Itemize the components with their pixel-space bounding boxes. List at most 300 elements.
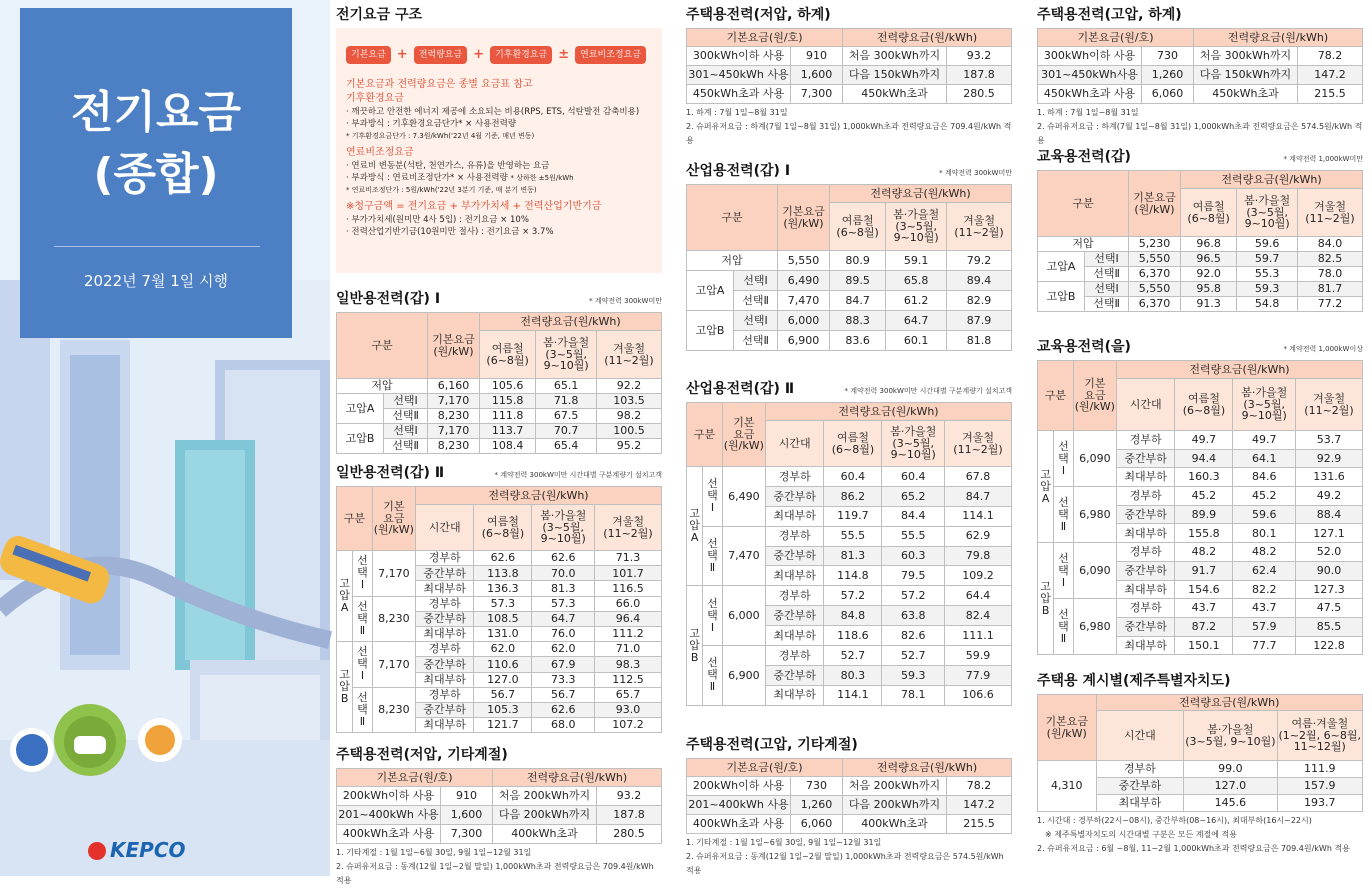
table-cell: 구분	[687, 403, 723, 467]
table-cell: 84.7	[945, 486, 1012, 506]
table-cell: 79.8	[945, 546, 1012, 566]
table-cell: 101.7	[595, 566, 662, 581]
edu1-section: 교육용전력(갑) * 계약전력 1,000kW미만 구분 기본요금 (원/kW) 전력량요금(원/kWh) 여름철 (6~8월) 봄·가을철 (3~5월, 9~10월) 겨울철 (11~2월) 저압 5,230 96.8 59.6 84.0 고압A 선택Ⅰ 5,550 96.5 59.7 82.5 선택Ⅱ 6,370 92.0 55.3 78.0 고압B 선택Ⅰ 5,550 95.8 59.3 81.7 선택Ⅱ 6,370 91.3 54.8 77.2	[1037, 149, 1363, 311]
table-cell: 89.9	[1175, 505, 1233, 524]
pill-base: 기본요금	[346, 46, 391, 64]
table-cell: 시간대	[1116, 379, 1175, 431]
table-cell: 기본요금 (원/kW)	[1128, 171, 1180, 237]
table-row	[687, 29, 1012, 47]
table-cell: 중간부하	[415, 566, 474, 581]
table-cell: 6,980	[1073, 487, 1116, 543]
table-cell: 5,550	[777, 251, 829, 271]
table-cell: 최대부하	[1116, 468, 1175, 487]
table-cell: 6,370	[1128, 267, 1180, 282]
table-cell: 59.6	[1233, 505, 1296, 524]
table-cell: 다음 200kWh까지	[493, 806, 597, 825]
table-cell: 6,900	[722, 646, 765, 706]
table-cell: 96.5	[1180, 252, 1236, 267]
table-cell: 64.7	[886, 311, 947, 331]
table-cell: 48.2	[1233, 543, 1296, 562]
table-cell: 중간부하	[1116, 617, 1175, 636]
table-cell: 112.5	[595, 672, 662, 687]
table-cell: 67.8	[945, 467, 1012, 487]
table-cell: 71.0	[595, 642, 662, 657]
table-cell: 82.6	[882, 626, 945, 646]
table-cell: 7,170	[372, 642, 415, 688]
res-high-other-table	[686, 758, 1012, 834]
table-row	[1038, 297, 1363, 312]
table-cell: 선택Ⅰ	[1085, 252, 1129, 267]
table-cell: 52.7	[824, 646, 882, 666]
table-cell: 113.8	[474, 566, 532, 581]
table-cell: 겨울철 (11~2월)	[597, 331, 662, 379]
table-cell: 114.1	[824, 685, 882, 705]
table-cell: 7,170	[372, 551, 415, 597]
table-cell: 193.7	[1277, 795, 1362, 812]
table-cell: 전력량요금(원/kWh)	[1180, 171, 1362, 189]
table-cell: 84.0	[1298, 237, 1363, 252]
table-cell: 43.7	[1175, 599, 1233, 618]
gen2-section: 일반용전력(갑) Ⅱ * 계약전력 300kW미만 시간대별 구분계량기 설치고객 구분 기본 요금 (원/kW) 전력량요금(원/kWh) 시간대 여름철 (6~8월) 봄·가을철 (3~5월, 9~10월) 겨울철 (11~2월) 고 압 A 선 택 Ⅰ 7,170 경부하 62.6 62.6 71.3 중간부하 113.8 70.0 101.7 최대부하 136.3 81.3 116.5 선 택 Ⅱ 8,230 경부하 57.3 57.3 66.0 중간부하 108.5 64.7 96.4 최대부하 131.0 76.0 111.2 고 압 B 선 택 Ⅰ 7,170 경부하 62.0 62.0 71.0 중간부하 110.6 67.9 98.3 최대부하 127.0 73.3 112.5 선 택 Ⅱ 8,230 경부하 56.7 56.7 65.7 중간부하 105.3 62.6 93.0 최대부하 121.7 68.0 107.2	[336, 465, 662, 732]
table-cell: 85.5	[1296, 617, 1363, 636]
table-cell: 65.8	[886, 271, 947, 291]
table-cell: 선 택 Ⅱ	[1054, 487, 1074, 543]
table-cell: 기본 요금 (원/kW)	[722, 403, 765, 467]
table-cell: 71.3	[595, 551, 662, 566]
table-cell: 57.9	[1233, 617, 1296, 636]
table-cell: 108.4	[479, 439, 535, 454]
table-row	[687, 796, 1012, 815]
table-cell: 고압A	[337, 394, 384, 424]
table-row	[1038, 282, 1363, 297]
table-cell: 7,300	[791, 85, 843, 104]
table-cell: 선택Ⅰ	[1085, 282, 1129, 297]
table-cell: 127.0	[1184, 778, 1277, 795]
pill-energy: 전력량요금	[414, 46, 467, 64]
table-cell: 94.4	[1175, 449, 1233, 468]
table-cell: 71.8	[536, 394, 597, 409]
table-cell: 80.3	[824, 665, 882, 685]
table-cell: 기본요금(원/호)	[1038, 29, 1194, 47]
table-row	[687, 331, 1012, 351]
city-illustration	[0, 280, 330, 876]
table-cell: 선 택 Ⅱ	[703, 646, 723, 706]
table-cell: 70.7	[536, 424, 597, 439]
table-cell: 중간부하	[1116, 561, 1175, 580]
table-cell: 구분	[687, 185, 778, 251]
table-cell: 215.5	[1298, 85, 1363, 104]
table-cell: 53.7	[1296, 431, 1363, 450]
table-cell: 131.6	[1296, 468, 1363, 487]
table-cell: 59.3	[882, 665, 945, 685]
table-cell: 105.3	[474, 702, 532, 717]
table-cell: 7,170	[427, 394, 479, 409]
table-cell: 6,090	[1073, 543, 1116, 599]
table-cell: 저압	[1038, 237, 1129, 252]
res-high-other-section: 주택용전력(고압, 기타계절) 기본요금(원/호) 전력량요금(원/kWh) 200kWh이하 사용 730 처음 200kWh까지 78.2 201~400kWh 사용 1,260 다음 200kWh까지 147.2 400kWh초과 사용 6,060 400kWh초과 215.5 1. 기타계절 : 1월 1일~6월 30일, 9월 1일~12월 31일 2. 슈퍼유저요금 : 동계(12월 1일~2월 말일) 1,000kWh초과 전력량요금은 574.5원/kWh 적용	[686, 734, 1012, 878]
table-cell: 중간부하	[1116, 449, 1175, 468]
table-cell: 구분	[337, 313, 428, 379]
table-cell: 63.8	[882, 606, 945, 626]
table-cell: 92.0	[1180, 267, 1236, 282]
table-cell: 87.9	[947, 311, 1012, 331]
table-row	[687, 271, 1012, 291]
table-cell: 시간대	[415, 505, 474, 551]
table-cell: 선 택 Ⅱ	[703, 526, 723, 586]
table-cell: 154.6	[1175, 580, 1233, 599]
table-cell: 최대부하	[415, 626, 474, 641]
table-cell: 280.5	[947, 85, 1012, 104]
table-cell: 201~400kWh 사용	[687, 796, 791, 815]
table-cell: 경부하	[765, 526, 824, 546]
table-cell: 고 압 A	[687, 467, 703, 586]
table-cell: 중간부하	[1116, 505, 1175, 524]
table-cell: 고 압 A	[1038, 431, 1054, 543]
table-cell: 730	[1142, 47, 1194, 66]
gen1-section: 일반용전력(갑) Ⅰ * 계약전력 300kW미만 구분 기본요금 (원/kW) 전력량요금(원/kWh) 여름철 (6~8월) 봄·가을철 (3~5월, 9~10월) 겨울철 (11~2월) 저압 6,160 105.6 65.1 92.2 고압A 선택Ⅰ 7,170 115.8 71.8 103.5 선택Ⅱ 8,230 111.8 67.5 98.2 고압B 선택Ⅰ 7,170 113.7 70.7 100.5 선택Ⅱ 8,230 108.4 65.4 95.2	[336, 291, 662, 453]
table-cell: 147.2	[1298, 66, 1363, 85]
table-cell: 127.3	[1296, 580, 1363, 599]
table-cell: 1,600	[441, 806, 493, 825]
table-cell: 최대부하	[1096, 795, 1184, 812]
table-cell: 81.8	[947, 331, 1012, 351]
table-cell: 78.2	[947, 777, 1012, 796]
table-row	[1038, 85, 1363, 104]
table-row	[337, 313, 662, 331]
table-cell: 8,230	[372, 687, 415, 733]
ind1-section: 산업용전력(갑) Ⅰ * 계약전력 300kW미만 구분 기본요금 (원/kW) 전력량요금(원/kWh) 여름철 (6~8월) 봄·가을철 (3~5월, 9~10월) 겨울철 (11~2월) 저압 5,550 80.9 59.1 79.2 고압A 선택Ⅰ 6,490 89.5 65.8 89.4 선택Ⅱ 7,470 84.7 61.2 82.9 고압B 선택Ⅰ 6,000 88.3 64.7 87.9 선택Ⅱ 6,900 83.6 60.1 81.8	[686, 160, 1012, 351]
structure-section	[336, 4, 662, 273]
table-cell: 450kWh초과 사용	[1038, 85, 1142, 104]
table-row	[687, 85, 1012, 104]
table-cell: 82.2	[1233, 580, 1296, 599]
table-cell: 116.5	[595, 581, 662, 596]
table-cell: 선 택 Ⅰ	[703, 467, 723, 527]
table-cell: 처음 200kWh까지	[843, 777, 947, 796]
table-cell: 최대부하	[1116, 580, 1175, 599]
table-cell: 7,470	[777, 291, 829, 311]
table-row	[337, 379, 662, 394]
table-cell: 시간대	[1096, 711, 1184, 761]
table-cell: 910	[441, 787, 493, 806]
table-cell: 여름철 (6~8월)	[474, 505, 532, 551]
table-cell: 93.2	[947, 47, 1012, 66]
table-cell: 1,260	[1142, 66, 1194, 85]
cover-title-box	[20, 8, 292, 338]
table-cell: 127.0	[474, 672, 532, 687]
table-cell: 81.7	[1298, 282, 1363, 297]
table-row	[687, 403, 1012, 421]
table-cell: 49.7	[1233, 431, 1296, 450]
table-cell: 107.2	[595, 718, 662, 733]
table-cell: 62.6	[532, 551, 595, 566]
table-cell: 280.5	[597, 825, 662, 844]
table-row	[337, 769, 662, 787]
table-cell: 160.3	[1175, 468, 1233, 487]
table-cell: 79.2	[947, 251, 1012, 271]
table-cell: 301~450kWh 사용	[687, 66, 791, 85]
table-row	[1038, 252, 1363, 267]
table-cell: 96.4	[595, 611, 662, 626]
table-cell: 59.9	[945, 646, 1012, 666]
table-cell: 60.4	[824, 467, 882, 487]
table-cell: 최대부하	[765, 626, 824, 646]
table-cell: 최대부하	[765, 685, 824, 705]
table-cell: 62.9	[945, 526, 1012, 546]
table-cell: 봄·가을철 (3~5월, 9~10월)	[1237, 189, 1298, 237]
table-cell: 62.4	[1233, 561, 1296, 580]
table-cell: 저압	[687, 251, 778, 271]
table-cell: 61.2	[886, 291, 947, 311]
table-row	[337, 806, 662, 825]
table-row	[337, 642, 662, 657]
table-cell: 57.2	[882, 586, 945, 606]
table-cell: 8,230	[427, 439, 479, 454]
table-row	[337, 687, 662, 702]
table-row	[337, 409, 662, 424]
effective-date: 2022년 7월 1일 시행	[83, 272, 228, 290]
table-cell: 111.9	[1277, 761, 1362, 778]
table-cell: 79.5	[882, 566, 945, 586]
table-cell: 최대부하	[415, 672, 474, 687]
table-cell: 89.4	[947, 271, 1012, 291]
pill-climate: 기후환경요금	[490, 46, 552, 64]
table-cell: 겨울철 (11~2월)	[1296, 379, 1363, 431]
table-cell: 전력량요금(원/kWh)	[829, 185, 1011, 203]
table-cell: 68.0	[532, 718, 595, 733]
table-cell: 기본요금(원/호)	[337, 769, 493, 787]
table-row	[337, 394, 662, 409]
table-row	[1038, 695, 1363, 711]
table-cell: 고압B	[1038, 282, 1085, 312]
table-cell: 최대부하	[415, 581, 474, 596]
table-cell: 6,370	[1128, 297, 1180, 312]
table-cell: 여름철 (6~8월)	[479, 331, 535, 379]
table-cell: 기본 요금 (원/kW)	[1073, 361, 1116, 431]
table-cell: 62.0	[532, 642, 595, 657]
table-cell: 93.2	[597, 787, 662, 806]
table-cell: 78.2	[1298, 47, 1363, 66]
table-cell: 선택Ⅱ	[1085, 267, 1129, 282]
table-cell: 87.2	[1175, 617, 1233, 636]
table-cell: 기본 요금 (원/kW)	[372, 487, 415, 551]
table-cell: 기본요금(원/호)	[687, 759, 843, 777]
table-row	[337, 424, 662, 439]
table-row	[1038, 237, 1363, 252]
table-cell: 82.5	[1298, 252, 1363, 267]
table-cell: 88.3	[829, 311, 885, 331]
table-cell: 73.3	[532, 672, 595, 687]
table-cell: 70.0	[532, 566, 595, 581]
table-cell: 고압A	[687, 271, 734, 311]
table-cell: 56.7	[532, 687, 595, 702]
table-cell: 고압B	[337, 424, 384, 454]
table-row	[1038, 66, 1363, 85]
table-cell: 400kWh초과	[843, 815, 947, 834]
table-cell: 7,170	[427, 424, 479, 439]
table-cell: 77.7	[1233, 636, 1296, 655]
table-cell: 고압A	[1038, 252, 1085, 282]
table-cell: 선 택 Ⅰ	[1054, 431, 1074, 487]
table-cell: 92.2	[597, 379, 662, 394]
table-cell: 처음 300kWh까지	[1194, 47, 1298, 66]
edu1-table	[1037, 170, 1363, 312]
table-row	[1038, 487, 1363, 506]
table-cell: 57.2	[824, 586, 882, 606]
res-high-summer-section: 주택용전력(고압, 하계) 기본요금(원/호) 전력량요금(원/kWh) 300kWh이하 사용 730 처음 300kWh까지 78.2 301~450kWh사용 1,260 다음 150kWh까지 147.2 450kWh초과 사용 6,060 450kWh초과 215.5 1. 하계 : 7월 1일~8월 31일 2. 슈퍼유저요금 : 하계(7월 1일~8월 31일) 1,000kWh초과 전력량요금은 574.5원/kWh 적용	[1037, 7, 1363, 145]
table-cell: 고 압 B	[687, 586, 703, 705]
table-cell: 여름·겨울철 (1~2월, 6~8월, 11~12월)	[1277, 711, 1362, 761]
logo-icon	[88, 842, 106, 860]
table-cell: 6,490	[777, 271, 829, 291]
table-cell: 81.3	[532, 581, 595, 596]
table-cell: 45.2	[1233, 487, 1296, 506]
table-cell: 선택Ⅰ	[734, 271, 778, 291]
table-cell: 64.1	[1233, 449, 1296, 468]
table-cell: 84.8	[824, 606, 882, 626]
table-cell: 110.6	[474, 657, 532, 672]
table-cell: 전력량요금(원/kWh)	[843, 759, 1012, 777]
table-cell: 55.3	[1237, 267, 1298, 282]
res-low-other-section: 주택용전력(저압, 기타계절) 기본요금(원/호) 전력량요금(원/kWh) 200kWh이하 사용 910 처음 200kWh까지 93.2 201~400kWh 사용 1,600 다음 200kWh까지 187.8 400kWh초과 사용 7,300 400kWh초과 280.5 1. 기타계절 : 1월 1일~6월 30일, 9월 1일~12월 31일 2. 슈퍼유저요금 : 동계(12월 1일~2월 말일) 1,000kWh초과 전력량요금은 709.4원/kWh 적용	[336, 744, 662, 888]
table-row	[337, 487, 662, 505]
table-cell: 경부하	[415, 642, 474, 657]
table-cell: 187.8	[597, 806, 662, 825]
table-cell: 5,550	[1128, 282, 1180, 297]
table-cell: 45.2	[1175, 487, 1233, 506]
table-cell: 선택Ⅱ	[734, 291, 778, 311]
table-cell: 59.1	[886, 251, 947, 271]
table-cell: 선택Ⅱ	[734, 331, 778, 351]
table-cell: 저압	[337, 379, 428, 394]
table-row	[687, 311, 1012, 331]
table-cell: 선택Ⅰ	[384, 424, 428, 439]
table-cell: 선 택 Ⅱ	[1054, 599, 1074, 655]
table-cell: 83.6	[829, 331, 885, 351]
table-row	[687, 251, 1012, 271]
table-cell: 67.5	[536, 409, 597, 424]
table-cell: 76.0	[532, 626, 595, 641]
table-cell: 경부하	[1096, 761, 1184, 778]
table-cell: 6,060	[791, 815, 843, 834]
table-cell: 5,550	[1128, 252, 1180, 267]
table-cell: 157.9	[1277, 778, 1362, 795]
ind1-table	[686, 184, 1012, 351]
table-row	[1038, 29, 1363, 47]
table-cell: 고압B	[687, 311, 734, 351]
res-high-summer-table	[1037, 28, 1363, 104]
section-title: 전기요금 구조	[336, 7, 423, 23]
table-cell: 겨울철 (11~2월)	[947, 203, 1012, 251]
table-cell: 65.4	[536, 439, 597, 454]
table-cell: 62.6	[474, 551, 532, 566]
table-cell: 57.3	[532, 596, 595, 611]
table-cell: 선 택 Ⅰ	[353, 642, 373, 688]
table-cell: 6,060	[1142, 85, 1194, 104]
table-cell: 400kWh초과	[493, 825, 597, 844]
table-cell: 136.3	[474, 581, 532, 596]
table-cell: 8,230	[427, 409, 479, 424]
table-row	[1038, 761, 1363, 778]
table-cell: 910	[791, 47, 843, 66]
table-cell: 전력량요금(원/kWh)	[415, 487, 661, 505]
table-cell: 경부하	[415, 596, 474, 611]
table-cell: 78.1	[882, 685, 945, 705]
table-cell: 114.8	[824, 566, 882, 586]
ind2-section: 산업용전력(갑) Ⅱ * 계약전력 300kW미만 시간대별 구분계량기 설치고객 구분 기본 요금 (원/kW) 전력량요금(원/kWh) 시간대 여름철 (6~8월) 봄·가을철 (3~5월, 9~10월) 겨울철 (11~2월) 고 압 A 선 택 Ⅰ 6,490 경부하 60.4 60.4 67.8 중간부하 86.2 65.2 84.7 최대부하 119.7 84.4 114.1 선 택 Ⅱ 7,470 경부하 55.5 55.5 62.9 중간부하 81.3 60.3 79.8 최대부하 114.8 79.5 109.2 고 압 B 선 택 Ⅰ 6,000 경부하 57.2 57.2 64.4 중간부하 84.8 63.8 82.4 최대부하 118.6 82.6 111.1 선 택 Ⅱ 6,900 경부하 52.7 52.7 59.9 중간부하 80.3 59.3 77.9 최대부하 114.1 78.1 106.6	[686, 378, 1012, 706]
table-cell: 7,300	[441, 825, 493, 844]
jeju-table	[1037, 694, 1363, 812]
table-cell: 80.1	[1233, 524, 1296, 543]
table-cell: 봄·가을철 (3~5월, 9~10월)	[1233, 379, 1296, 431]
table-cell: 67.9	[532, 657, 595, 672]
table-cell: 49.7	[1175, 431, 1233, 450]
gen1-table	[336, 312, 662, 454]
table-cell: 봄·가을철 (3~5월, 9~10월)	[536, 331, 597, 379]
table-cell: 경부하	[1116, 487, 1175, 506]
table-cell: 경부하	[765, 586, 824, 606]
table-cell: 전력량요금(원/kWh)	[479, 313, 661, 331]
table-cell: 전력량요금(원/kWh)	[843, 29, 1012, 47]
table-cell: 95.8	[1180, 282, 1236, 297]
table-cell: 121.7	[474, 718, 532, 733]
table-cell: 다음 150kWh까지	[843, 66, 947, 85]
table-cell: 1,260	[791, 796, 843, 815]
table-cell: 300kWh이하 사용	[1038, 47, 1142, 66]
edu2-section: 교육용전력(을) * 계약전력 1,000kW이상 구분 기본 요금 (원/kW) 전력량요금(원/kWh) 시간대 여름철 (6~8월) 봄·가을철 (3~5월, 9~10월) 겨울철 (11~2월) 고 압 A 선 택 Ⅰ 6,090 경부하 49.7 49.7 53.7 중간부하 94.4 64.1 92.9 최대부하 160.3 84.6 131.6 선 택 Ⅱ 6,980 경부하 45.2 45.2 49.2 중간부하 89.9 59.6 88.4 최대부하 155.8 80.1 127.1 고 압 B 선 택 Ⅰ 6,090 경부하 48.2 48.2 52.0 중간부하 91.7 62.4 90.0 최대부하 154.6 82.2 127.3 선 택 Ⅱ 6,980 경부하 43.7 43.7 47.5 중간부하 87.2 57.9 85.5 최대부하 150.1 77.7 122.8	[1037, 336, 1363, 655]
table-cell: 150.1	[1175, 636, 1233, 655]
table-row	[1038, 47, 1363, 66]
table-cell: 114.1	[945, 506, 1012, 526]
table-row	[1038, 171, 1363, 189]
table-cell: 200kWh이하 사용	[687, 777, 791, 796]
table-cell: 선 택 Ⅰ	[353, 551, 373, 597]
table-cell: 경부하	[415, 687, 474, 702]
table-cell: 93.0	[595, 702, 662, 717]
table-cell: 62.0	[474, 642, 532, 657]
table-cell: 고 압 B	[1038, 543, 1054, 655]
table-cell: 730	[791, 777, 843, 796]
table-cell: 봄·가을철 (3~5월, 9~10월)	[886, 203, 947, 251]
table-cell: 중간부하	[415, 702, 474, 717]
table-row	[687, 777, 1012, 796]
table-cell: 131.0	[474, 626, 532, 641]
table-cell: 1,600	[791, 66, 843, 85]
table-row	[1038, 361, 1363, 379]
table-cell: 고 압 A	[337, 551, 353, 642]
table-row	[687, 815, 1012, 834]
table-row	[1038, 267, 1363, 282]
table-row	[687, 526, 1012, 546]
table-row	[1038, 599, 1363, 618]
table-cell: 82.4	[945, 606, 1012, 626]
table-cell: 95.2	[597, 439, 662, 454]
table-cell: 여름철 (6~8월)	[1180, 189, 1236, 237]
table-cell: 전력량요금(원/kWh)	[1096, 695, 1363, 711]
table-cell: 78.0	[1298, 267, 1363, 282]
table-cell: 84.6	[1233, 468, 1296, 487]
res-low-other-table	[336, 768, 662, 844]
table-cell: 301~450kWh사용	[1038, 66, 1142, 85]
table-cell: 55.5	[882, 526, 945, 546]
table-cell: 여름철 (6~8월)	[824, 421, 882, 467]
table-cell: 중간부하	[415, 611, 474, 626]
table-cell: 77.2	[1298, 297, 1363, 312]
table-cell: 84.4	[882, 506, 945, 526]
table-cell: 450kWh초과 사용	[687, 85, 791, 104]
table-cell: 59.6	[1237, 237, 1298, 252]
table-cell: 처음 300kWh까지	[843, 47, 947, 66]
